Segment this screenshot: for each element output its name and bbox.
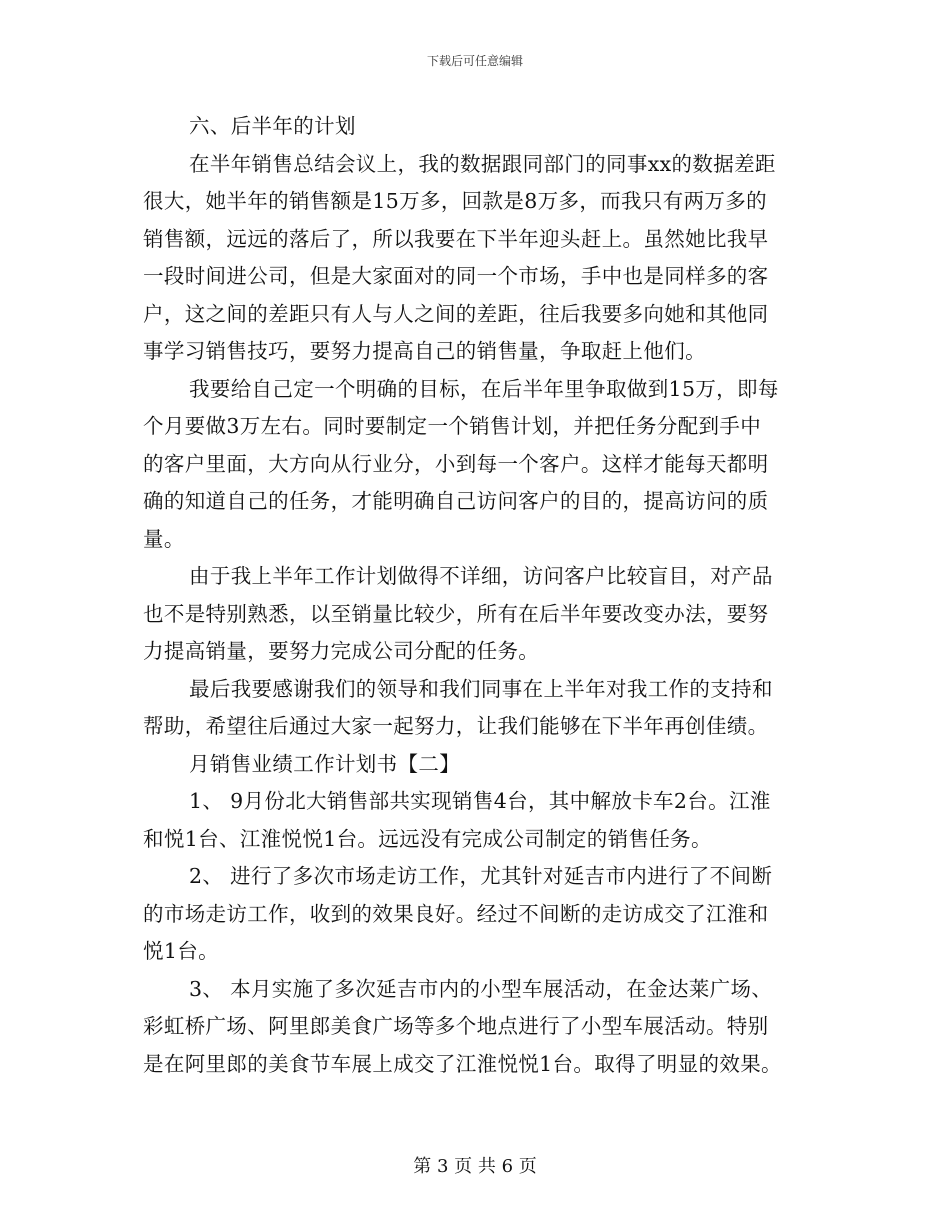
text-line: 个月要做3万左右。同时要制定一个销售计划，并把任务分配到手中 (143, 414, 762, 438)
text-line: 2、 进行了多次市场走访工作，尤其针对延吉市内进行了不间断 (189, 864, 773, 888)
text-line: 确的知道自己的任务，才能明确自己访问客户的目的，提高访问的质 (143, 489, 769, 513)
text-line: 彩虹桥广场、阿里郎美食广场等多个地点进行了小型车展活动。特别 (143, 1014, 769, 1038)
text-line: 的市场走访工作，收到的效果良好。经过不间断的走访成交了江淮和 (143, 901, 769, 926)
text-line: 最后我要感谢我们的领导和我们同事在上半年对我工作的支持和 (189, 676, 773, 701)
page-header: 下载后可任意编辑 (426, 54, 523, 68)
text-line: 一段时间进公司，但是大家面对的同一个市场，手中也是同样多的客 (143, 264, 769, 288)
text-line: 很大，她半年的销售额是15万多，回款是8万多，而我只有两万多的 (143, 189, 767, 213)
text-line: 事学习销售技巧，要努力提高自己的销售量，争取赶上他们。 (143, 339, 706, 363)
text-line: 3、 本月实施了多次延吉市内的小型车展活动，在金达莱广场、 (189, 976, 773, 1001)
section-heading: 月销售业绩工作计划书【二】 (189, 751, 461, 776)
text-line: 也不是特别熟悉，以至销量比较少，所有在后半年要改变办法，要努 (143, 601, 769, 626)
text-line: 悦1台。 (143, 939, 219, 963)
document-body (143, 108, 813, 1083)
text-line: 由于我上半年工作计划做得不详细，访问客户比较盲目，对产品 (189, 564, 773, 588)
text-line: 户，这之间的差距只有人与人之间的差距，往后我要多向她和其他同 (143, 301, 769, 326)
text-line: 在半年销售总结会议上，我的数据跟同部门的同事xx的数据差距 (189, 151, 776, 176)
text-line: 帮助，希望往后通过大家一起努力，让我们能够在下半年再创佳绩。 (143, 714, 769, 738)
section-heading: 六、后半年的计划 (189, 114, 356, 138)
text-line: 我要给自己定一个明确的目标，在后半年里争取做到15万，即每 (189, 376, 779, 401)
text-line: 销售额，远远的落后了，所以我要在下半年迎头赶上。虽然她比我早 (143, 226, 769, 251)
text-line: 力提高销量，要努力完成公司分配的任务。 (143, 639, 540, 663)
page-number: 第 3 页 共 6 页 (413, 1156, 537, 1177)
text-line: 的客户里面，大方向从行业分，小到每一个客户。这样才能每天都明 (143, 451, 769, 476)
text-line: 1、 9月份北大销售部共实现销售4台，其中解放卡车2台。江淮 (189, 789, 771, 813)
text-line: 量。 (143, 526, 185, 551)
text-line: 和悦1台、江淮悦悦1台。远远没有完成公司制定的销售任务。 (143, 826, 712, 851)
text-line: 是在阿里郎的美食节车展上成交了江淮悦悦1台。取得了明显的效果。 (143, 1051, 782, 1076)
